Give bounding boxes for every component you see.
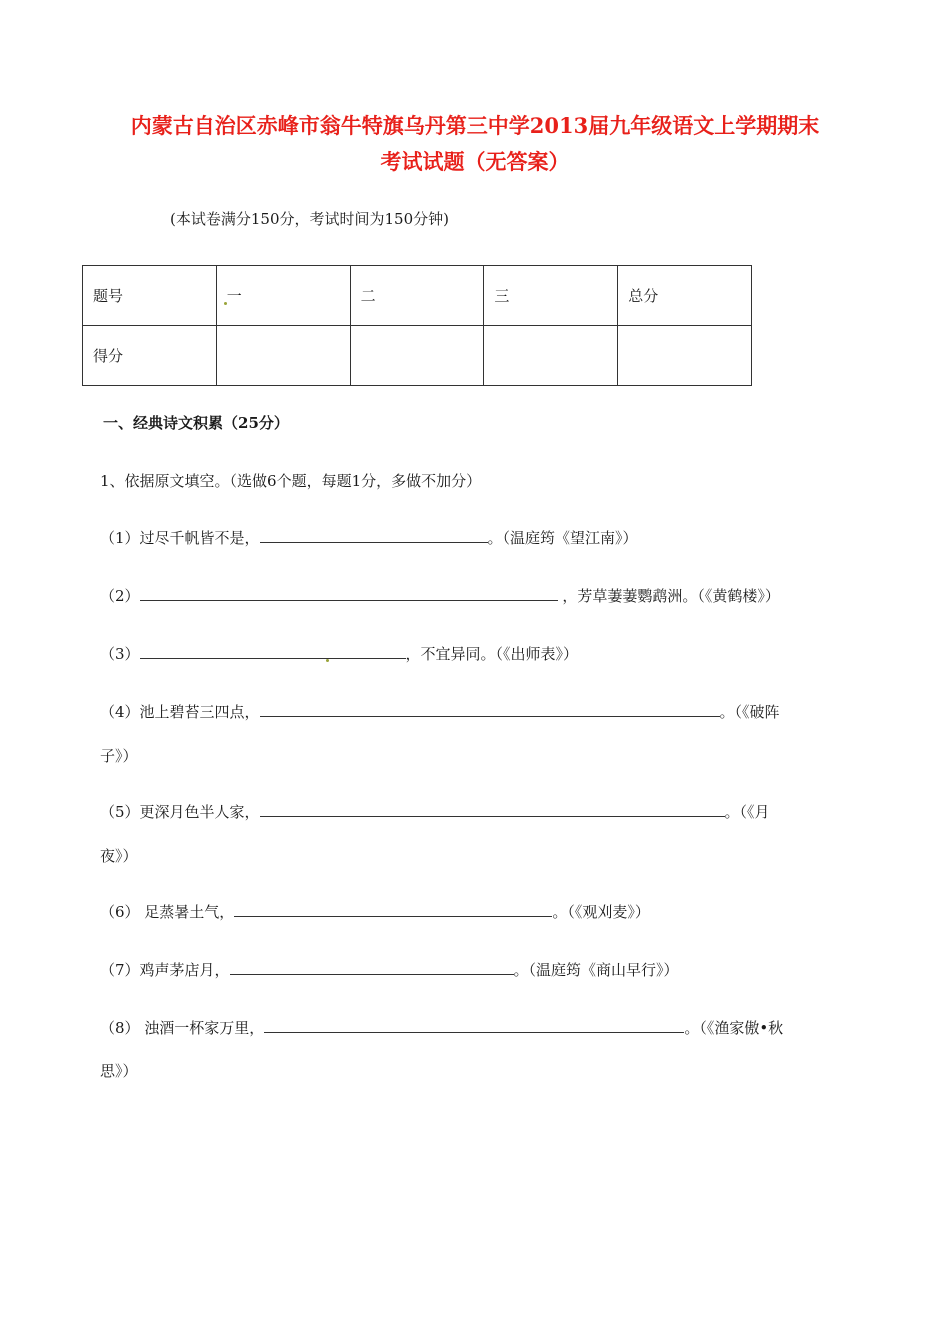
item-continuation: 夜》） xyxy=(100,847,138,865)
answer-blank[interactable] xyxy=(260,799,725,817)
table-cell: 三 xyxy=(484,266,618,326)
list-item: （2） ，芳草萋萋鹦鹉洲。（《黄鹤楼》） xyxy=(100,576,780,616)
table-row xyxy=(83,326,752,386)
section-heading: 一、经典诗文积累（25分） xyxy=(103,414,289,432)
answer-blank[interactable] xyxy=(260,699,720,717)
item-continuation: 思》） xyxy=(100,1062,138,1080)
score-table xyxy=(82,265,752,386)
marker-dot xyxy=(224,302,227,305)
table-cell: 得分 xyxy=(83,326,217,386)
answer-blank[interactable] xyxy=(230,957,514,975)
table-cell: 二 xyxy=(350,266,484,326)
table-cell[interactable] xyxy=(618,326,752,386)
list-item: （6） 足蒸暑土气， 。（《观刈麦》） xyxy=(100,892,650,932)
item-continuation: 子》） xyxy=(100,747,138,765)
answer-blank[interactable] xyxy=(140,641,406,659)
table-cell: 总分 xyxy=(618,266,752,326)
list-item: （1）过尽千帆皆不是， 。（温庭筠《望江南》） xyxy=(100,518,638,558)
list-item: （8） 浊酒一杯家万里， 。（《渔家傲•秋 xyxy=(100,1008,783,1048)
list-item: （4）池上碧苔三四点， 。（《破阵 xyxy=(100,692,780,732)
answer-blank[interactable] xyxy=(140,583,558,601)
table-cell[interactable] xyxy=(216,326,350,386)
table-cell[interactable] xyxy=(350,326,484,386)
list-item: （3） ，不宜异同。（《出师表》） xyxy=(100,634,578,674)
table-cell: 题号 xyxy=(83,266,217,326)
question-1: 1、依据原文填空。（选做6个题，每题1分，多做不加分） xyxy=(100,472,482,490)
list-item: （7）鸡声茅店月， 。（温庭筠《商山早行》） xyxy=(100,950,679,990)
document-title-line2: 考试试题（无答案） xyxy=(380,149,570,174)
answer-blank[interactable] xyxy=(260,525,488,543)
document-title-line1: 内蒙古自治区赤峰市翁牛特旗乌丹第三中学2013届九年级语文上学期期末 xyxy=(130,113,820,138)
marker-dot xyxy=(326,659,329,662)
list-item: （5）更深月色半人家， 。（《月 xyxy=(100,792,770,832)
table-cell: 一 xyxy=(216,266,350,326)
exam-note: (本试卷满分150分，考试时间为150分钟) xyxy=(170,210,449,228)
table-row xyxy=(83,266,752,326)
answer-blank[interactable] xyxy=(234,899,552,917)
table-cell[interactable] xyxy=(484,326,618,386)
answer-blank[interactable] xyxy=(264,1015,684,1033)
